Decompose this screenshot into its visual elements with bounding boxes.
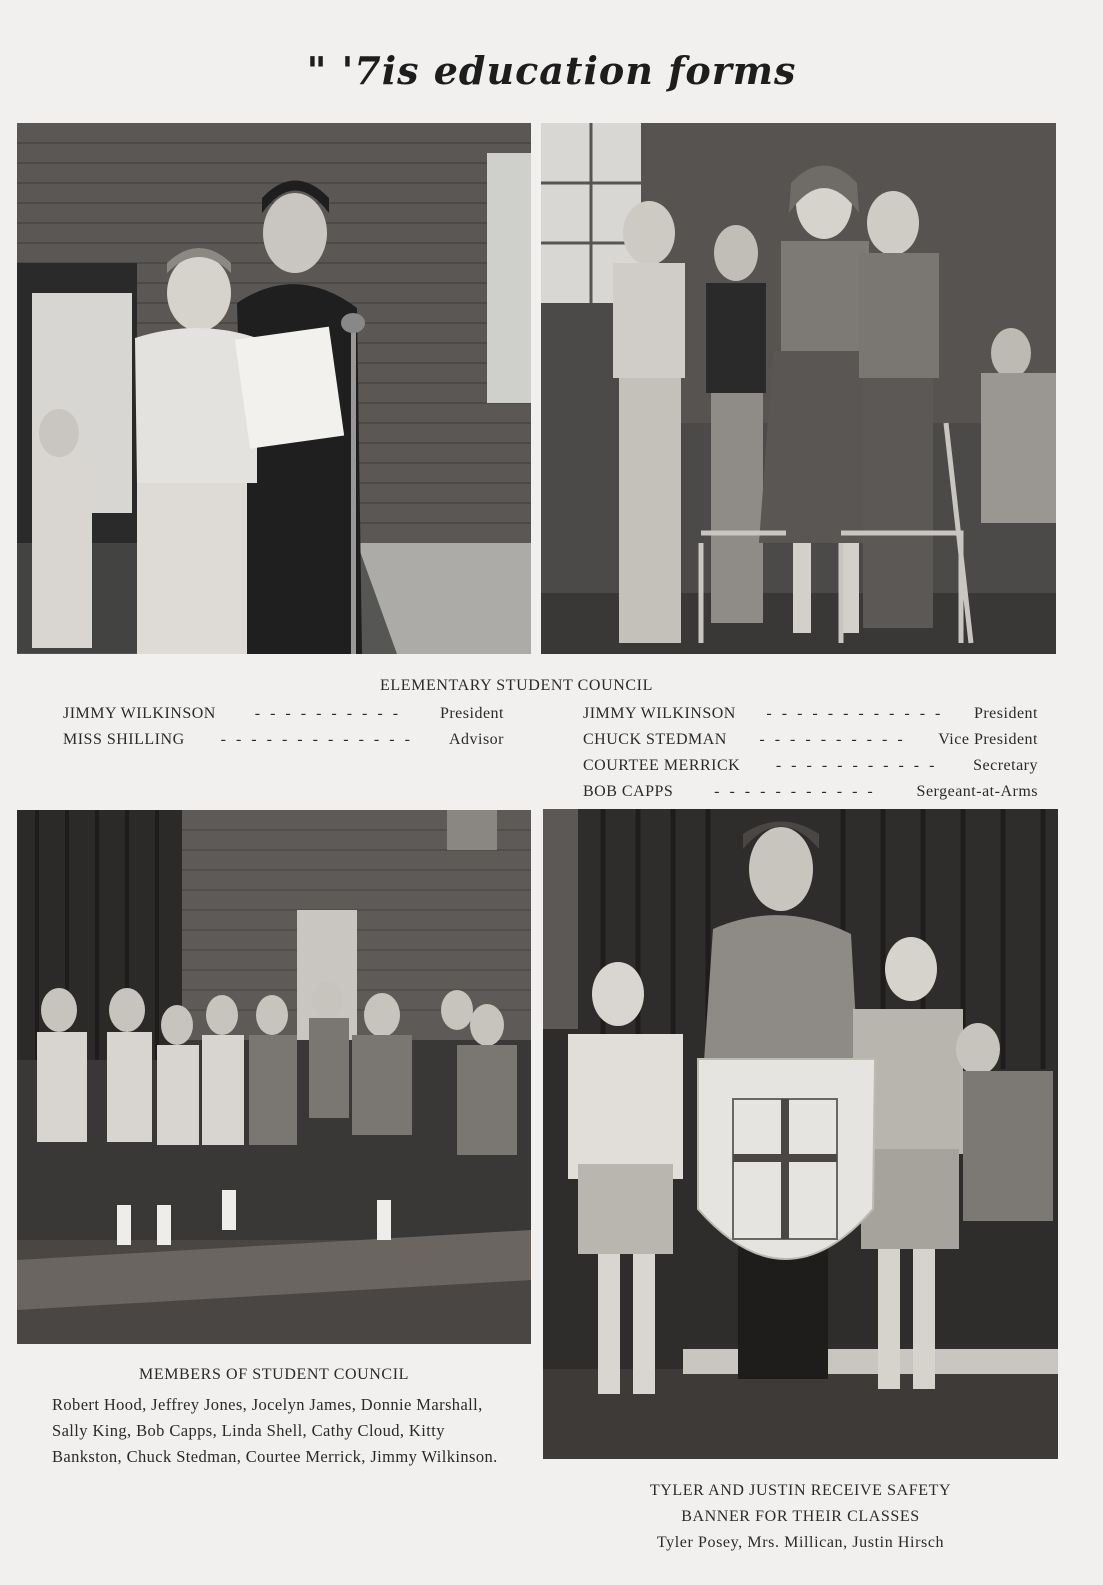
members-list: Robert Hood, Jeffrey Jones, Jocelyn James, Donnie Marshall, Sally King, Bob Capps, Linda Shell, Cathy Cloud, Kitty Bankston, Chuck Stedman, Courtee Merrick, Jimmy Wilkinson. — [52, 1395, 498, 1466]
officer-name: BOB CAPPS — [583, 783, 674, 800]
photo-safety-banner — [543, 809, 1058, 1459]
officer-role: Sergeant-at-Arms — [916, 783, 1038, 800]
photo-council-president-speaking — [17, 123, 531, 654]
leader-dashes: - - - - - - - - - - — [254, 705, 402, 722]
photo-council-officers — [541, 123, 1056, 654]
officer-role: Secretary — [973, 757, 1038, 774]
officer-role: President — [973, 705, 1038, 722]
council-officer-row — [583, 757, 1038, 775]
officer-name: CHUCK STEDMAN — [583, 731, 727, 748]
officer-name: MISS SHILLING — [63, 731, 185, 748]
council-heading: ELEMENTARY STUDENT COUNCIL — [380, 677, 653, 694]
safety-caption-line-1: TYLER AND JUSTIN RECEIVE SAFETY — [649, 1482, 952, 1499]
leader-dashes: - - - - - - - - - - - — [775, 757, 938, 774]
safety-caption-line-3: Tyler Posey, Mrs. Millican, Justin Hirsch — [656, 1534, 945, 1551]
leader-dashes: - - - - - - - - - - - — [714, 783, 876, 800]
council-officer-row — [583, 731, 1038, 749]
leader-dashes: - - - - - - - - - - — [759, 731, 906, 748]
leader-dashes: - - - - - - - - - - - - - — [220, 731, 413, 748]
council-officer-row — [63, 705, 504, 723]
council-officer-row — [583, 705, 1038, 723]
leader-dashes: - - - - - - - - - - - - — [766, 705, 944, 722]
officer-role: Advisor — [448, 731, 504, 748]
officer-role: Vice President — [938, 731, 1038, 748]
safety-banner-caption — [543, 1478, 1058, 1556]
officer-role: President — [439, 705, 504, 722]
members-heading: MEMBERS OF STUDENT COUNCIL — [139, 1366, 409, 1383]
officer-name: JIMMY WILKINSON — [583, 705, 736, 722]
council-officer-row — [63, 731, 504, 749]
safety-caption-line-2: BANNER FOR THEIR CLASSES — [681, 1508, 920, 1525]
council-officer-row — [583, 783, 1038, 801]
officer-name: COURTEE MERRICK — [583, 757, 741, 774]
officer-name: JIMMY WILKINSON — [63, 705, 216, 722]
page-title: " '7is education forms — [306, 48, 797, 93]
photo-council-members-seated — [17, 810, 531, 1344]
